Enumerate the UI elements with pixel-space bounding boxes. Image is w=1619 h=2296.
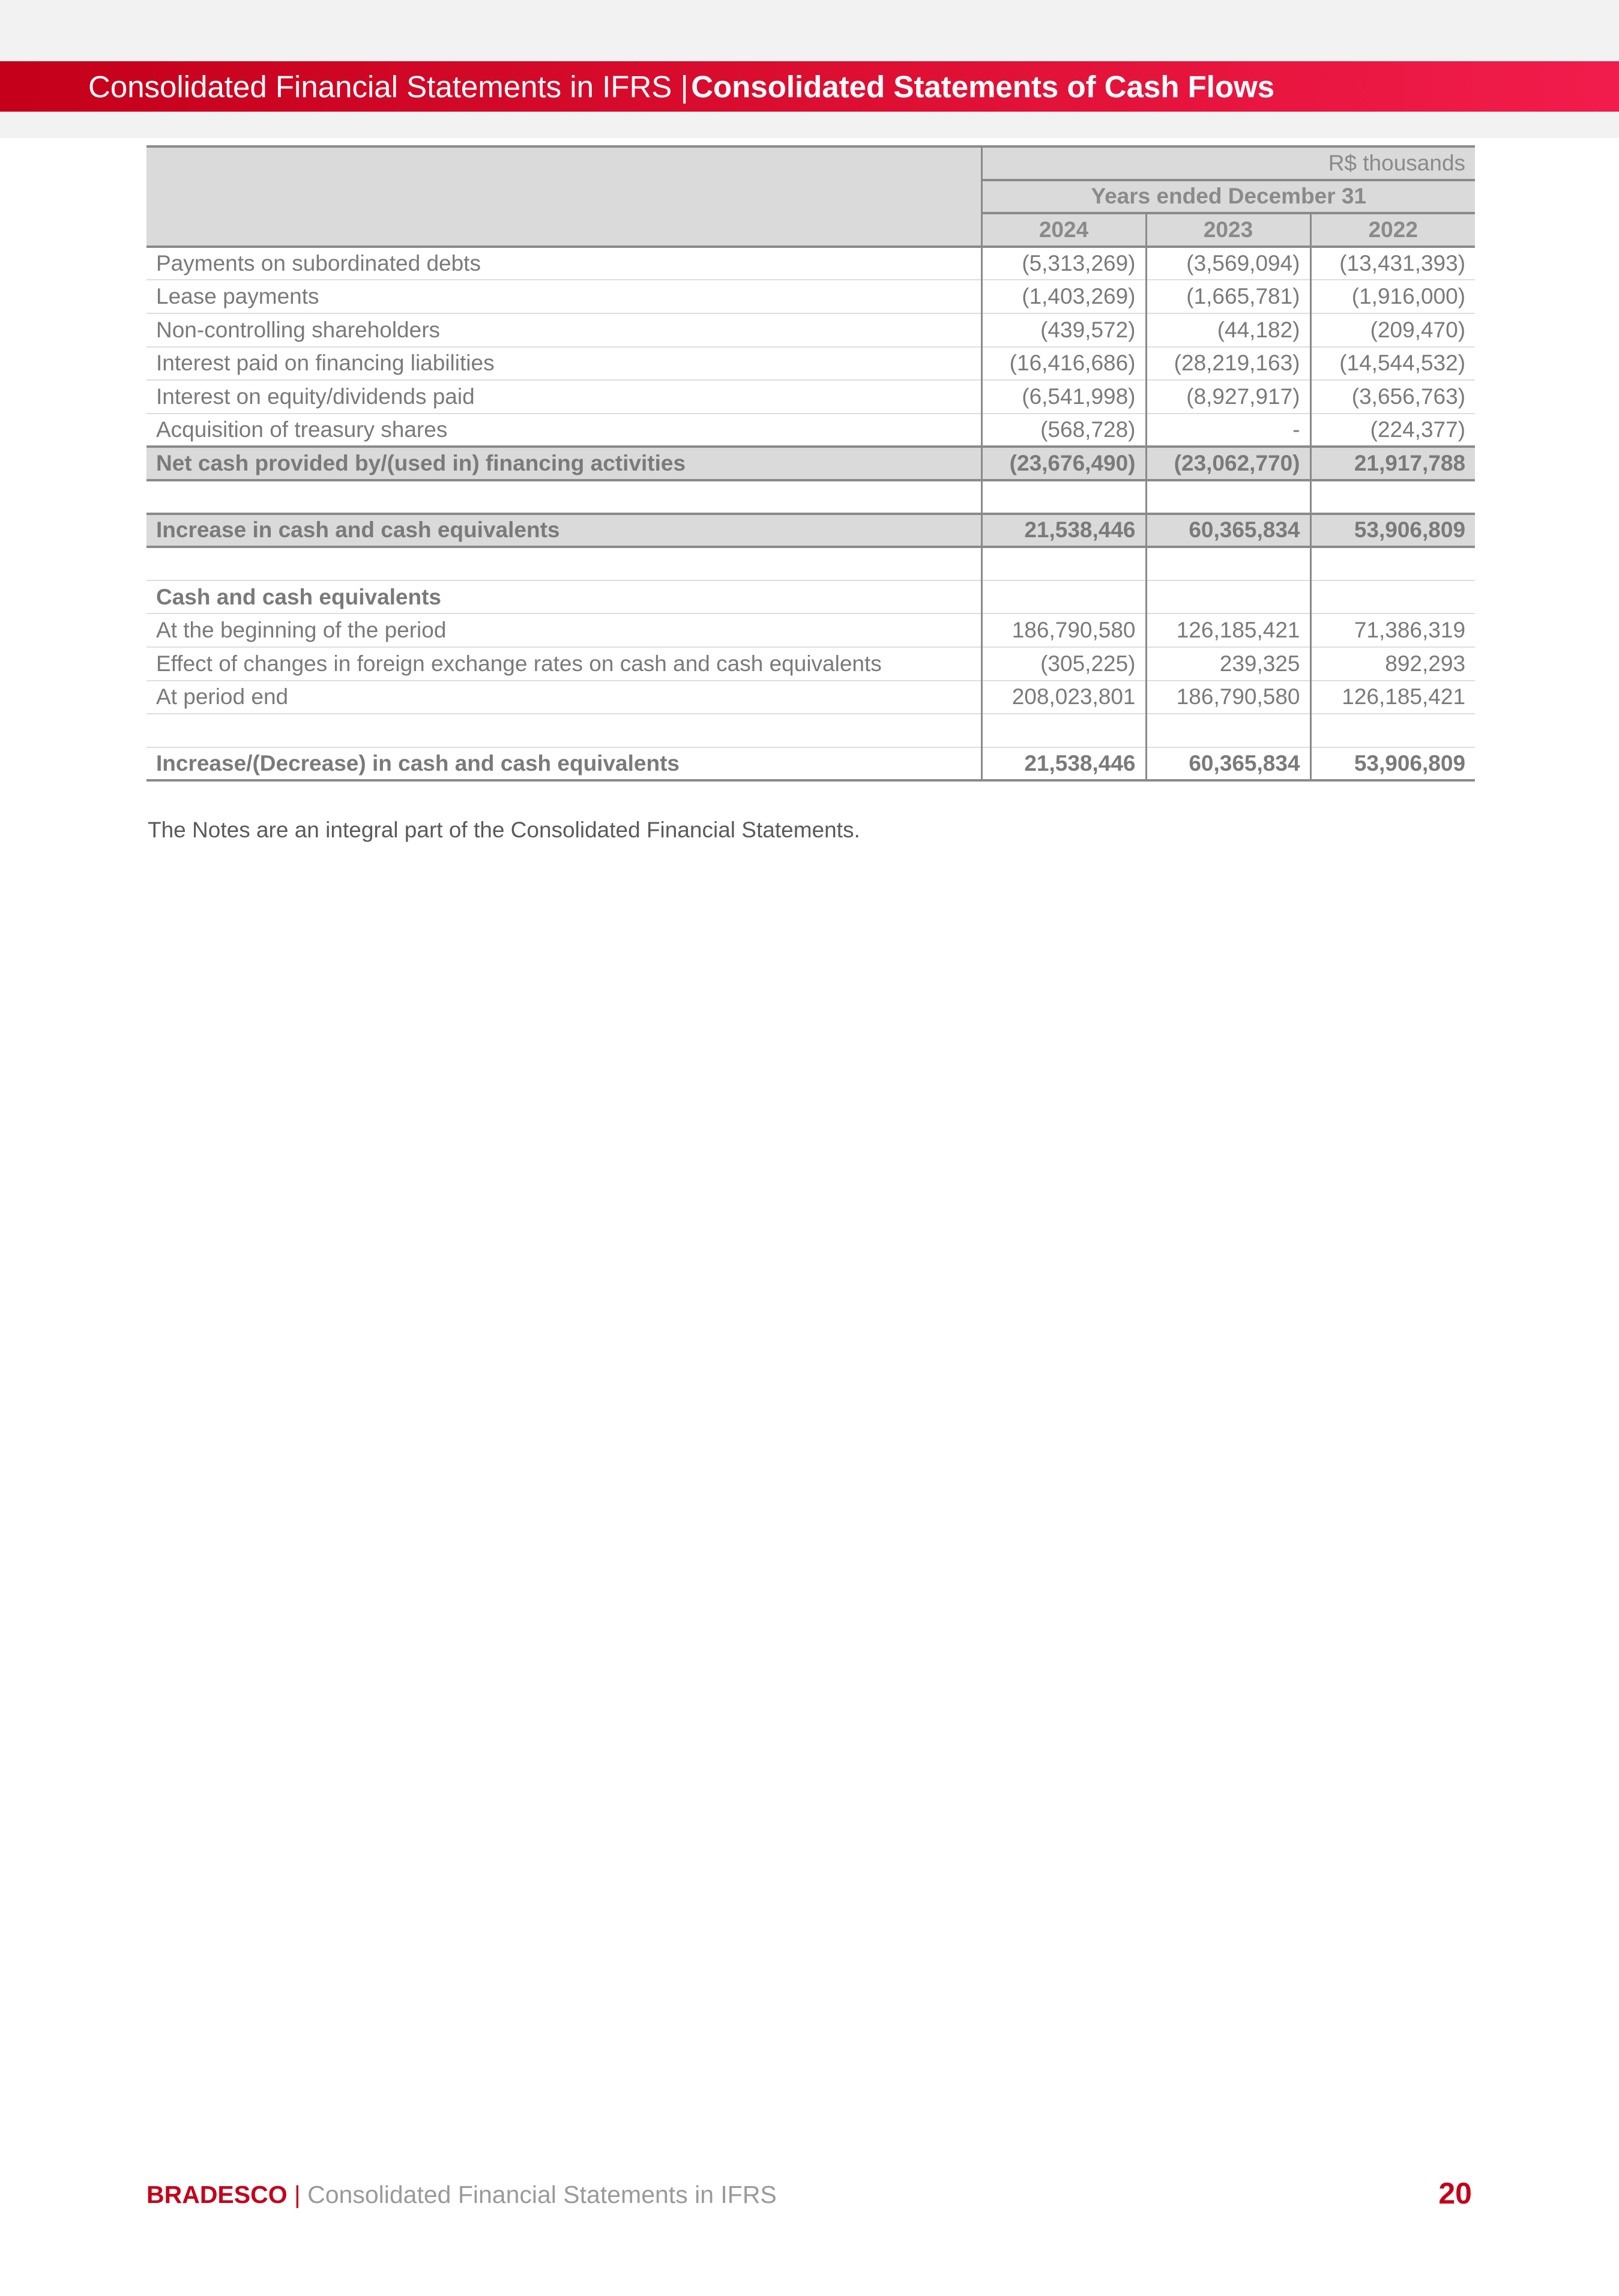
row-value (1146, 580, 1310, 614)
row-value: (6,541,998) (981, 380, 1146, 414)
row-value (1310, 547, 1475, 580)
row-value: (44,182) (1146, 313, 1310, 347)
row-label: At the beginning of the period (146, 613, 981, 647)
column-header-year: 2023 (1146, 213, 1310, 247)
row-label: Effect of changes in foreign exchange rates on cash and cash equivalents (146, 647, 981, 681)
row-value (981, 580, 1146, 614)
row-value: (209,470) (1310, 313, 1475, 347)
page-number: 20 (1438, 2177, 1472, 2210)
page-title: Consolidated Statements of Cash Flows (691, 69, 1275, 104)
row-value: 186,790,580 (1146, 681, 1310, 714)
row-value: (14,544,532) (1310, 347, 1475, 381)
footer-text: Consolidated Financial Statements in IFRS (307, 2181, 777, 2208)
table-row (146, 647, 1475, 681)
table-row (146, 280, 1475, 313)
row-value: (16,416,686) (981, 347, 1146, 381)
row-value: (3,569,094) (1146, 247, 1310, 280)
row-value: 239,325 (1146, 647, 1310, 681)
table-total-row (146, 514, 1475, 547)
row-value: 126,185,421 (1146, 613, 1310, 647)
row-label: Interest on equity/dividends paid (146, 380, 981, 414)
row-value: (568,728) (981, 414, 1146, 447)
table-header-units-row (146, 146, 1475, 180)
table-spacer-row (146, 714, 1475, 747)
row-value (1146, 480, 1310, 514)
row-value (1146, 714, 1310, 747)
period-header: Years ended December 31 (981, 180, 1475, 214)
table-row (146, 681, 1475, 714)
row-value: (5,313,269) (981, 247, 1146, 280)
row-value: (8,927,917) (1146, 380, 1310, 414)
row-value: (23,676,490) (981, 447, 1146, 480)
row-label: Interest paid on financing liabilities (146, 347, 981, 381)
table-row (146, 414, 1475, 447)
table-spacer-row (146, 547, 1475, 580)
row-value: 21,538,446 (981, 747, 1146, 781)
row-value: 126,185,421 (1310, 681, 1475, 714)
table-section-row (146, 580, 1475, 614)
row-value (1310, 580, 1475, 614)
table-row (146, 347, 1475, 381)
row-value: 21,538,446 (981, 514, 1146, 547)
row-value: 53,906,809 (1310, 514, 1475, 547)
row-label: At period end (146, 681, 981, 714)
row-value: (1,916,000) (1310, 280, 1475, 313)
row-label (146, 547, 981, 580)
row-value: 60,365,834 (1146, 747, 1310, 781)
row-value (981, 714, 1146, 747)
row-label (146, 714, 981, 747)
row-label: Acquisition of treasury shares (146, 414, 981, 447)
row-value (981, 480, 1146, 514)
row-value (1310, 480, 1475, 514)
row-value: (23,062,770) (1146, 447, 1310, 480)
table-row (146, 247, 1475, 280)
row-value: (224,377) (1310, 414, 1475, 447)
row-label: Increase in cash and cash equivalents (146, 514, 981, 547)
row-label: Net cash provided by/(used in) financing activities (146, 447, 981, 480)
row-value (1310, 714, 1475, 747)
row-value: (3,656,763) (1310, 380, 1475, 414)
row-label: Increase/(Decrease) in cash and cash equivalents (146, 747, 981, 781)
table-total-row (146, 447, 1475, 480)
footer-separator: | (294, 2181, 301, 2208)
row-value: 21,917,788 (1310, 447, 1475, 480)
row-value: (13,431,393) (1310, 247, 1475, 280)
row-value (981, 547, 1146, 580)
table-row (146, 313, 1475, 347)
row-value (1146, 547, 1310, 580)
title-prefix: Consolidated Financial Statements in IFRS | (88, 69, 689, 104)
row-value: (1,403,269) (981, 280, 1146, 313)
cash-flow-table (146, 145, 1475, 782)
notes-text: The Notes are an integral part of the Consolidated Financial Statements. (148, 818, 860, 842)
table-header-blank (146, 146, 981, 247)
title-bar (0, 61, 1619, 112)
table-final-row (146, 747, 1475, 781)
row-value: 186,790,580 (981, 613, 1146, 647)
row-value: - (1146, 414, 1310, 447)
table-row (146, 380, 1475, 414)
row-label: Lease payments (146, 280, 981, 313)
row-label: Non-controlling shareholders (146, 313, 981, 347)
units-label: R$ thousands (981, 146, 1475, 180)
brand-name: BRADESCO (146, 2181, 288, 2208)
section-label: Cash and cash equivalents (146, 580, 981, 614)
row-value: (439,572) (981, 313, 1146, 347)
row-value: (1,665,781) (1146, 280, 1310, 313)
row-value: 53,906,809 (1310, 747, 1475, 781)
row-label: Payments on subordinated debts (146, 247, 981, 280)
column-header-year: 2022 (1310, 213, 1475, 247)
table-spacer-row (146, 480, 1475, 514)
row-label (146, 480, 981, 514)
column-header-year: 2024 (981, 213, 1146, 247)
footer (146, 2181, 777, 2209)
row-value: (305,225) (981, 647, 1146, 681)
row-value: 208,023,801 (981, 681, 1146, 714)
row-value: (28,219,163) (1146, 347, 1310, 381)
row-value: 60,365,834 (1146, 514, 1310, 547)
row-value: 892,293 (1310, 647, 1475, 681)
table-row (146, 613, 1475, 647)
row-value: 71,386,319 (1310, 613, 1475, 647)
